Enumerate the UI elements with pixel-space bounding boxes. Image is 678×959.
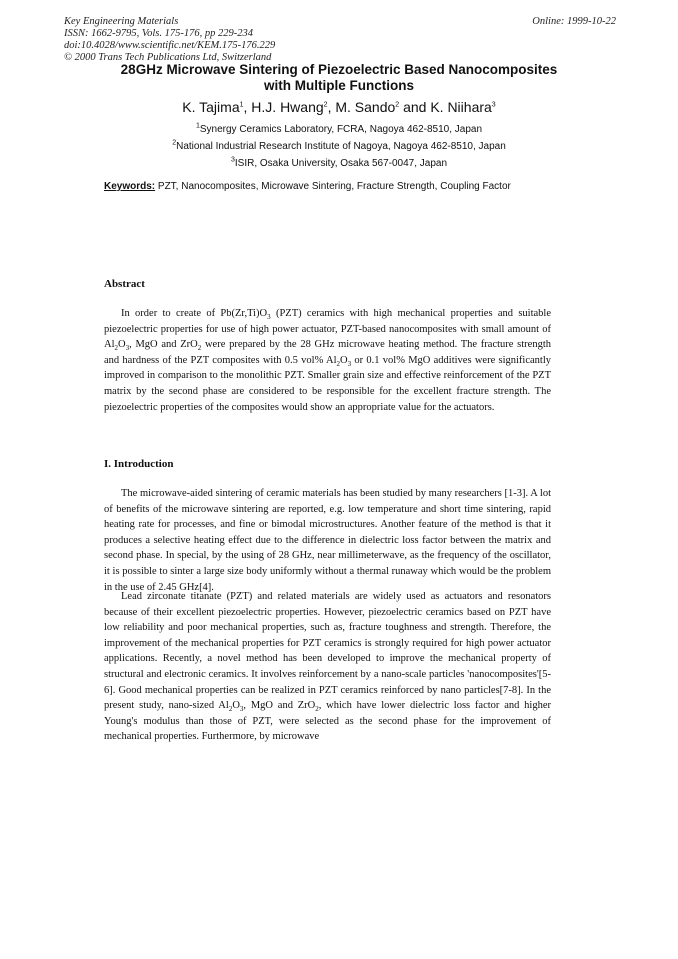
affiliation xyxy=(0,141,678,153)
keywords-label: Keywords: xyxy=(104,181,156,192)
journal-doi: doi:10.4028/www.scientific.net/KEM.175-176.229 xyxy=(64,40,276,51)
abstract-body xyxy=(104,306,551,415)
introduction-heading: I. Introduction xyxy=(104,458,174,470)
text-run: were prepared by the 28 GHz microwave heating method. The fracture strength and hardness of the PZT composites with 0.5 vol% Al xyxy=(104,339,551,366)
author-separator: , xyxy=(243,99,252,115)
subscript: 3 xyxy=(267,313,271,322)
introduction-paragraph-1: The microwave-aided sintering of ceramic materials has been studied by many researchers [1-3]. A lot of benefits of the microwave sintering are reported, e.g. low temperature and short time sintering, rapid heating rate for processes, and fine or bimodal microstructures. Another feature of the method is that it produces a selective heating effect due to the difference in dielectric loss factor between the matrix and second phase. In special, by the using of 28 GHz, near millimeterwave, as the frequency of the oscillator, it is possible to sinter a large size body uniformly without a thermal runaway which would be the problem in the use of 2.45 GHz[4]. xyxy=(104,488,551,593)
text-run: O xyxy=(232,700,240,712)
abstract-heading: Abstract xyxy=(104,278,145,290)
affiliation-text: Synergy Ceramics Laboratory, FCRA, Nagoya 462-8510, Japan xyxy=(199,124,483,135)
introduction-paragraph-2 xyxy=(104,589,551,745)
text-run: O xyxy=(118,339,126,351)
author-affiliation-mark: 2 xyxy=(395,101,400,109)
text-run: or 0.1 vol% MgO additives were significantly improved in comparison to the monolithic PZT. Smaller grain size and effective reinforcement of the PZT matrix by the second phase are considered to be responsible for the excellent fracture strength. The piezoelectric properties of the composites would show an appropriate value for the actuators. xyxy=(104,354,551,413)
paper-title-line-1: 28GHz Microwave Sintering of Piezoelectric Based Nanocomposites xyxy=(120,62,558,77)
affiliation-mark: 1 xyxy=(195,122,200,130)
journal-copyright: © 2000 Trans Tech Publications Ltd, Switzerland xyxy=(64,52,272,63)
text-run: In order to create of Pb(Zr,Ti)O xyxy=(121,308,268,319)
affiliation-mark: 3 xyxy=(230,156,235,164)
author-separator: , xyxy=(327,99,336,115)
author-name: H.J. Hwang xyxy=(251,99,324,115)
journal-issn: ISSN: 1662-9795, Vols. 175-176, pp 229-234 xyxy=(64,28,253,39)
affiliation-text: ISIR, Osaka University, Osaka 567-0047, Japan xyxy=(234,158,448,169)
text-run: , MgO and ZrO xyxy=(243,700,316,712)
author-affiliation-mark: 2 xyxy=(323,101,328,109)
paper-title-line-2: with Multiple Functions xyxy=(264,78,414,93)
author-affiliation-mark: 3 xyxy=(491,101,496,109)
subscript: 2 xyxy=(228,705,233,714)
author-name: K. Niihara xyxy=(430,99,492,115)
affiliation xyxy=(0,158,678,170)
subscript: 2 xyxy=(197,344,202,353)
subscript: 2 xyxy=(114,344,118,353)
subscript: 3 xyxy=(347,359,352,368)
online-date: Online: 1999-10-22 xyxy=(532,16,616,27)
subscript: 3 xyxy=(125,344,130,353)
author-separator: and xyxy=(399,99,431,115)
keywords-line xyxy=(104,181,511,193)
author-list xyxy=(0,98,678,116)
affiliation-text: National Industrial Research Institute of Nagoya, Nagoya 462-8510, Japan xyxy=(176,141,506,152)
text-run: , which have lower dielectric loss factor and higher Young's modulus than those of PZT, were selected as the second phase for the improvement of mechanical properties. Furthermore, by microwave xyxy=(104,700,551,743)
text-run: Lead zirconate titanate (PZT) and related materials are widely used as actuators and resonators because of their excellent piezoelectric properties. However, piezoelectric ceramics based on PZT have low reliability and poor mechanical properties, such as, fracture toughness and strength. Therefore, the improvement of the mechanical properties for PZT ceramics is strongly required for high power actuator applications. Recently, a novel method has been developed to improve the mechanical property of structural and electronic ceramics. It involves reinforcement by a nano-scale particles 'nanocomposites'[5-6]. Good mechanical properties can be realized in PZT ceramics reinforced by nano particles[7-8]. In the present study, nano-sized Al xyxy=(104,591,551,712)
author-name: K. Tajima xyxy=(182,99,240,115)
author-name: M. Sando xyxy=(335,99,396,115)
keywords-text: PZT, Nanocomposites, Microwave Sintering, Fracture Strength, Coupling Factor xyxy=(157,181,511,192)
journal-header xyxy=(64,16,275,64)
affiliation-mark: 2 xyxy=(172,139,177,147)
text-run: O xyxy=(340,354,348,366)
affiliation xyxy=(0,124,678,136)
text-run: , MgO and ZrO xyxy=(129,339,198,351)
subscript: 3 xyxy=(239,705,244,714)
text-run: (PZT) ceramics with high mechanical properties and suitable piezoelectric properties for use of high power actuator, PZT-based nanocomposites with small amount of Al xyxy=(104,308,551,351)
journal-name: Key Engineering Materials xyxy=(64,16,179,27)
author-affiliation-mark: 1 xyxy=(239,101,244,109)
subscript: 2 xyxy=(336,359,340,368)
subscript: 2 xyxy=(315,705,319,714)
